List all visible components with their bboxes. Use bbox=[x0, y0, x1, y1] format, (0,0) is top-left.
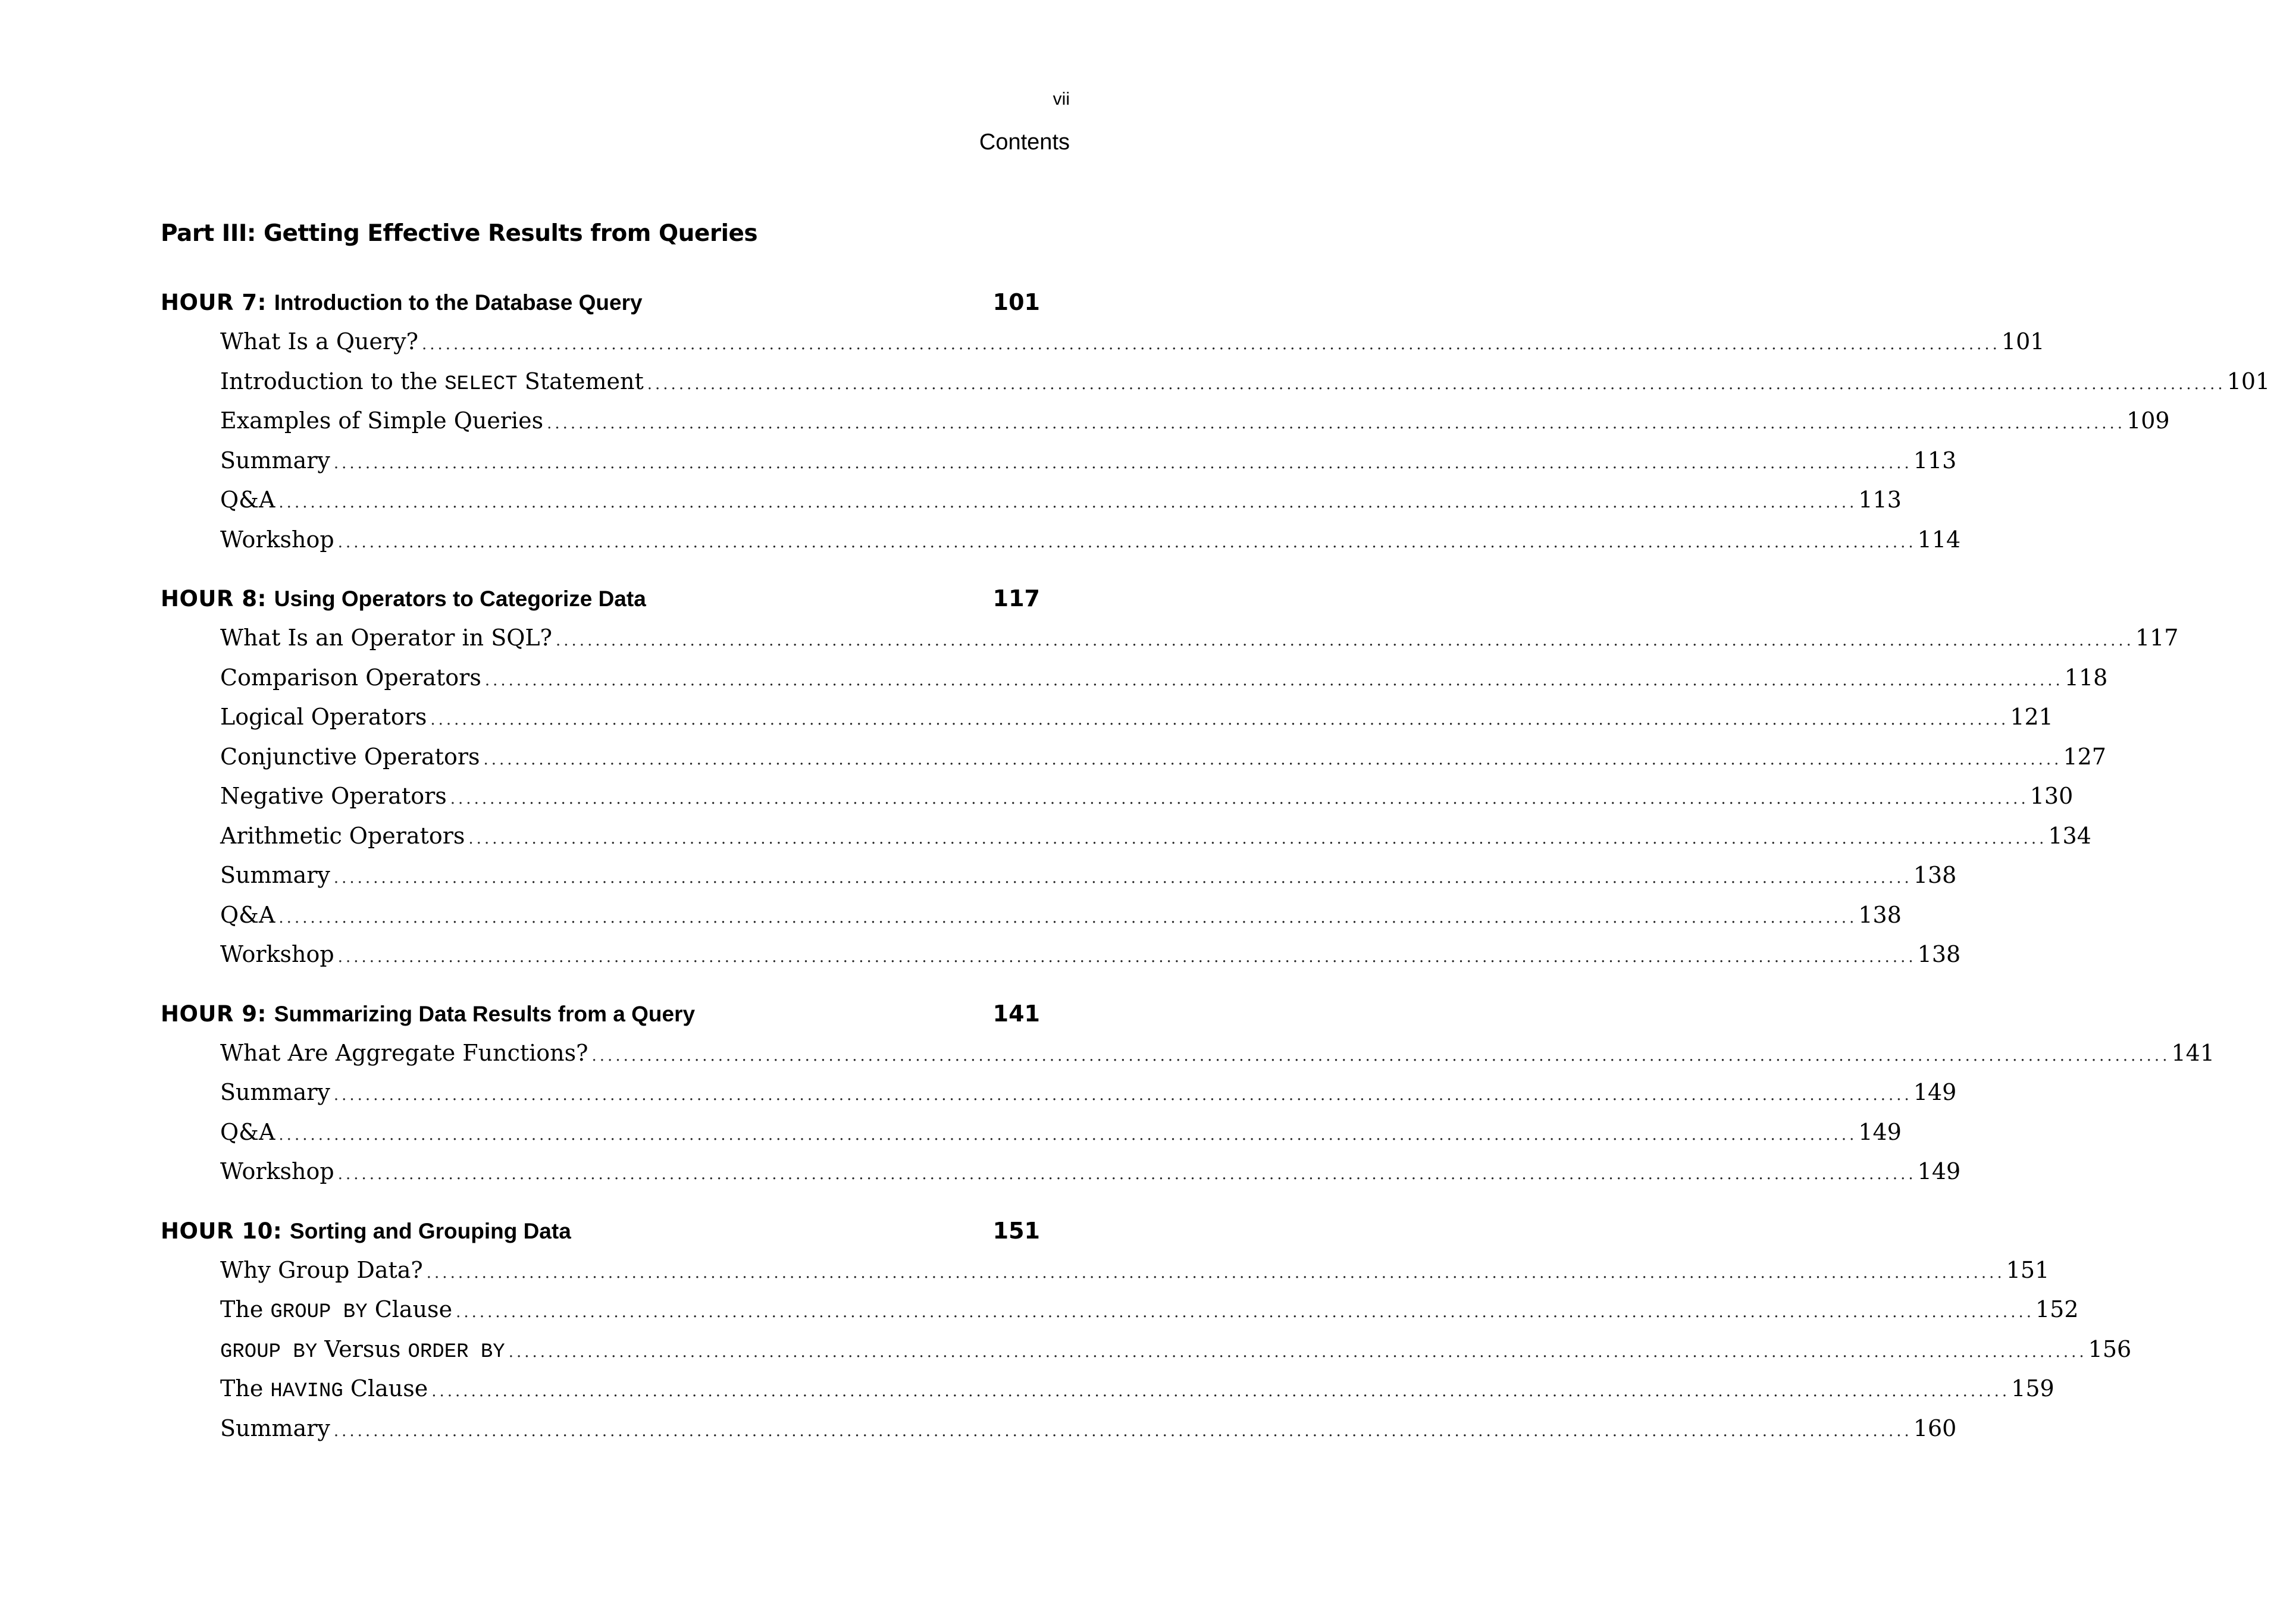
hour-title: Sorting and Grouping Data bbox=[290, 1218, 571, 1243]
dot-leader: ........................................................................................................................................................................................................ bbox=[556, 632, 2134, 650]
dot-leader: ........................................................................................................................................................................................................ bbox=[468, 829, 2047, 848]
toc-entry-page: 156 bbox=[2088, 1335, 2132, 1362]
table-of-contents bbox=[161, 283, 2270, 1468]
toc-entry-page: 109 bbox=[2126, 407, 2170, 434]
toc-entry-title bbox=[220, 362, 644, 405]
toc-entry[interactable] bbox=[220, 1330, 2132, 1369]
entry-text: What Is a Query? bbox=[220, 328, 418, 355]
entry-text: The bbox=[220, 1296, 271, 1322]
entry-text: Comparison Operators bbox=[220, 664, 481, 691]
toc-entry[interactable] bbox=[220, 520, 1961, 560]
entry-text: Logical Operators bbox=[220, 704, 427, 730]
entry-text: Clause bbox=[343, 1375, 428, 1402]
toc-entry[interactable] bbox=[220, 1073, 1957, 1112]
toc-entry[interactable] bbox=[220, 776, 2074, 816]
entry-text: Conjunctive Operators bbox=[220, 743, 480, 770]
toc-entry[interactable] bbox=[220, 401, 2170, 441]
dot-leader: ........................................................................................................................................................................................................ bbox=[456, 1303, 2034, 1321]
toc-entry-title bbox=[220, 618, 552, 658]
entry-text: Clause bbox=[367, 1296, 453, 1322]
toc-entry-title bbox=[220, 322, 418, 362]
entry-text: Q&A bbox=[220, 1118, 275, 1145]
dot-leader: ........................................................................................................................................................................................................ bbox=[591, 1046, 2170, 1065]
entry-text: Statement bbox=[517, 368, 644, 394]
hour-heading-text bbox=[161, 579, 646, 619]
toc-entry-page: 117 bbox=[2135, 625, 2179, 651]
toc-entry-page: 127 bbox=[2063, 743, 2106, 770]
toc-entry[interactable] bbox=[220, 855, 1957, 895]
toc-entry-title bbox=[220, 441, 330, 481]
toc-entry-page: 149 bbox=[1858, 1118, 1902, 1145]
entry-list bbox=[220, 322, 2270, 559]
hour-page-number: 117 bbox=[992, 585, 1040, 612]
toc-entry[interactable] bbox=[220, 658, 2108, 698]
toc-entry[interactable] bbox=[220, 1112, 1902, 1152]
entry-text: Q&A bbox=[220, 487, 275, 513]
toc-entry-title bbox=[220, 1369, 428, 1412]
entry-text: What Is an Operator in SQL? bbox=[220, 625, 553, 651]
dot-leader: ........................................................................................................................................................................................................ bbox=[333, 1422, 1912, 1440]
entry-text: Workshop bbox=[220, 526, 334, 553]
toc-entry-page: 138 bbox=[1913, 862, 1957, 888]
toc-entry-title bbox=[220, 1073, 330, 1112]
entry-text: Summary bbox=[220, 1079, 330, 1105]
dot-leader: ........................................................................................................................................................................................................ bbox=[426, 1264, 2005, 1282]
toc-entry-title bbox=[220, 1330, 505, 1372]
toc-entry[interactable] bbox=[220, 697, 2053, 737]
dot-leader: ........................................................................................................................................................................................................ bbox=[337, 533, 1916, 551]
dot-leader: ........................................................................................................................................................................................................ bbox=[278, 1125, 1858, 1144]
toc-entry-page: 121 bbox=[2010, 704, 2053, 730]
hour-page-number: 151 bbox=[992, 1217, 1040, 1244]
hour-section bbox=[161, 994, 2215, 1192]
toc-entry-page: 101 bbox=[2001, 328, 2045, 355]
toc-entry-page: 151 bbox=[2006, 1256, 2050, 1283]
toc-entry[interactable] bbox=[220, 1369, 2054, 1409]
hour-title: Using Operators to Categorize Data bbox=[274, 587, 646, 611]
entry-text: Workshop bbox=[220, 941, 334, 967]
dot-leader: ........................................................................................................................................................................................................ bbox=[337, 1165, 1916, 1183]
dot-leader: ........................................................................................................................................................................................................ bbox=[430, 711, 2009, 729]
dot-leader: ........................................................................................................................................................................................................ bbox=[431, 1382, 2010, 1400]
entry-text: Q&A bbox=[220, 901, 275, 928]
entry-text: Examples of Simple Queries bbox=[220, 407, 544, 434]
toc-entry[interactable] bbox=[220, 895, 1902, 935]
hour-page-number: 101 bbox=[992, 289, 1040, 315]
toc-entry-title bbox=[220, 520, 334, 560]
hour-title: Summarizing Data Results from a Query bbox=[274, 1001, 696, 1026]
hour-section bbox=[161, 283, 2270, 559]
hour-page-number: 141 bbox=[992, 1000, 1040, 1027]
toc-entry-title bbox=[220, 737, 480, 777]
entry-list bbox=[220, 618, 2179, 974]
code-keyword: GROUP BY bbox=[270, 1301, 368, 1324]
hour-section bbox=[161, 1211, 2132, 1449]
toc-entry[interactable] bbox=[220, 737, 2106, 777]
toc-entry-title bbox=[220, 816, 465, 856]
toc-entry-page: 113 bbox=[1858, 487, 1902, 513]
code-keyword: HAVING bbox=[270, 1380, 343, 1403]
toc-entry-page: 159 bbox=[2011, 1375, 2054, 1402]
toc-entry-page: 101 bbox=[2226, 368, 2270, 394]
toc-entry-title bbox=[220, 855, 330, 895]
dot-leader: ........................................................................................................................................................................................................ bbox=[483, 750, 2062, 769]
code-keyword: ORDER BY bbox=[408, 1340, 505, 1363]
toc-entry[interactable] bbox=[220, 362, 2270, 402]
dot-leader: ........................................................................................................................................................................................................ bbox=[421, 336, 2000, 353]
hour-title: Introduction to the Database Query bbox=[274, 290, 643, 315]
toc-entry-title bbox=[220, 1033, 588, 1073]
toc-entry[interactable] bbox=[220, 1409, 1957, 1449]
toc-entry-title bbox=[220, 697, 427, 737]
toc-entry[interactable] bbox=[220, 935, 1961, 974]
running-header: Contents bbox=[979, 130, 1070, 155]
toc-entry-title bbox=[220, 1290, 452, 1333]
entry-text: Summary bbox=[220, 862, 330, 888]
toc-entry[interactable] bbox=[220, 441, 1957, 481]
entry-text: What Are Aggregate Functions? bbox=[220, 1039, 588, 1066]
toc-entry-page: 118 bbox=[2064, 664, 2108, 691]
code-keyword: GROUP BY bbox=[220, 1340, 318, 1363]
hour-heading-text bbox=[161, 283, 643, 322]
hour-heading-text bbox=[161, 1212, 571, 1251]
toc-entry[interactable] bbox=[220, 1250, 2050, 1290]
hour-label: HOUR 9: bbox=[161, 1001, 267, 1027]
dot-leader: ........................................................................................................................................................................................................ bbox=[333, 869, 1912, 887]
hour-section bbox=[161, 579, 2179, 974]
toc-entry-page: 160 bbox=[1913, 1415, 1957, 1441]
entry-text: Negative Operators bbox=[220, 783, 447, 809]
toc-entry[interactable] bbox=[220, 322, 2045, 362]
entry-text: Workshop bbox=[220, 1158, 334, 1184]
toc-entry-page: 130 bbox=[2029, 783, 2074, 809]
toc-entry-page: 149 bbox=[1917, 1158, 1961, 1184]
toc-entry-page: 138 bbox=[1858, 901, 1902, 928]
part-title: Part III: Getting Effective Results from Queries bbox=[161, 220, 758, 247]
toc-entry-title bbox=[220, 480, 275, 520]
hour-heading[interactable] bbox=[161, 579, 1047, 618]
hour-label: HOUR 7: bbox=[161, 290, 267, 315]
dot-leader: ........................................................................................................................................................................................................ bbox=[333, 1086, 1912, 1104]
hour-heading-text bbox=[161, 995, 695, 1034]
toc-entry[interactable] bbox=[220, 816, 2091, 856]
entry-list bbox=[220, 1250, 2132, 1449]
entry-text: The bbox=[220, 1375, 271, 1402]
toc-entry-title bbox=[220, 401, 543, 441]
toc-entry-title bbox=[220, 895, 275, 935]
dot-leader: ........................................................................................................................................................................................................ bbox=[337, 948, 1916, 966]
dot-leader: ........................................................................................................................................................................................................ bbox=[508, 1343, 2087, 1361]
hour-heading[interactable] bbox=[161, 1211, 1047, 1250]
toc-entry[interactable] bbox=[220, 618, 2179, 658]
hour-label: HOUR 10: bbox=[161, 1218, 283, 1244]
dot-leader: ........................................................................................................................................................................................................ bbox=[278, 908, 1858, 927]
toc-entry[interactable] bbox=[220, 1290, 2079, 1330]
toc-entry-title bbox=[220, 935, 334, 974]
entry-text: Why Group Data? bbox=[220, 1256, 423, 1283]
entry-text: Introduction to the bbox=[220, 368, 445, 394]
toc-entry[interactable] bbox=[220, 480, 1902, 520]
code-keyword: SELECT bbox=[444, 372, 518, 396]
hour-heading[interactable] bbox=[161, 283, 1047, 322]
toc-entry-page: 152 bbox=[2035, 1296, 2079, 1322]
dot-leader: ........................................................................................................................................................................................................ bbox=[278, 494, 1858, 512]
dot-leader: ........................................................................................................................................................................................................ bbox=[484, 671, 2063, 689]
toc-entry[interactable] bbox=[220, 1033, 2215, 1073]
entry-text: Summary bbox=[220, 1415, 330, 1441]
toc-entry[interactable] bbox=[220, 1152, 1961, 1192]
toc-entry-page: 138 bbox=[1917, 941, 1961, 967]
dot-leader: ........................................................................................................................................................................................................ bbox=[450, 790, 2029, 808]
toc-entry-page: 113 bbox=[1913, 447, 1957, 474]
dot-leader: ........................................................................................................................................................................................................ bbox=[647, 375, 2226, 393]
toc-entry-page: 114 bbox=[1917, 526, 1961, 553]
toc-entry-title bbox=[220, 1112, 275, 1152]
toc-entry-title bbox=[220, 1152, 334, 1192]
hour-label: HOUR 8: bbox=[161, 586, 267, 612]
toc-entry-title bbox=[220, 658, 481, 698]
toc-entry-title bbox=[220, 776, 447, 816]
hour-heading[interactable] bbox=[161, 994, 1047, 1033]
entry-text: Summary bbox=[220, 447, 330, 474]
dot-leader: ........................................................................................................................................................................................................ bbox=[333, 454, 1912, 472]
dot-leader: ........................................................................................................................................................................................................ bbox=[547, 415, 2126, 432]
toc-entry-page: 134 bbox=[2048, 822, 2091, 849]
entry-text: Versus bbox=[317, 1335, 408, 1362]
entry-text: Arithmetic Operators bbox=[220, 822, 465, 849]
page-number: vii bbox=[1053, 89, 1070, 109]
toc-entry-page: 149 bbox=[1913, 1079, 1957, 1105]
toc-entry-title bbox=[220, 1250, 423, 1290]
toc-entry-title bbox=[220, 1409, 330, 1449]
toc-entry-page: 141 bbox=[2171, 1039, 2215, 1066]
entry-list bbox=[220, 1033, 2215, 1192]
